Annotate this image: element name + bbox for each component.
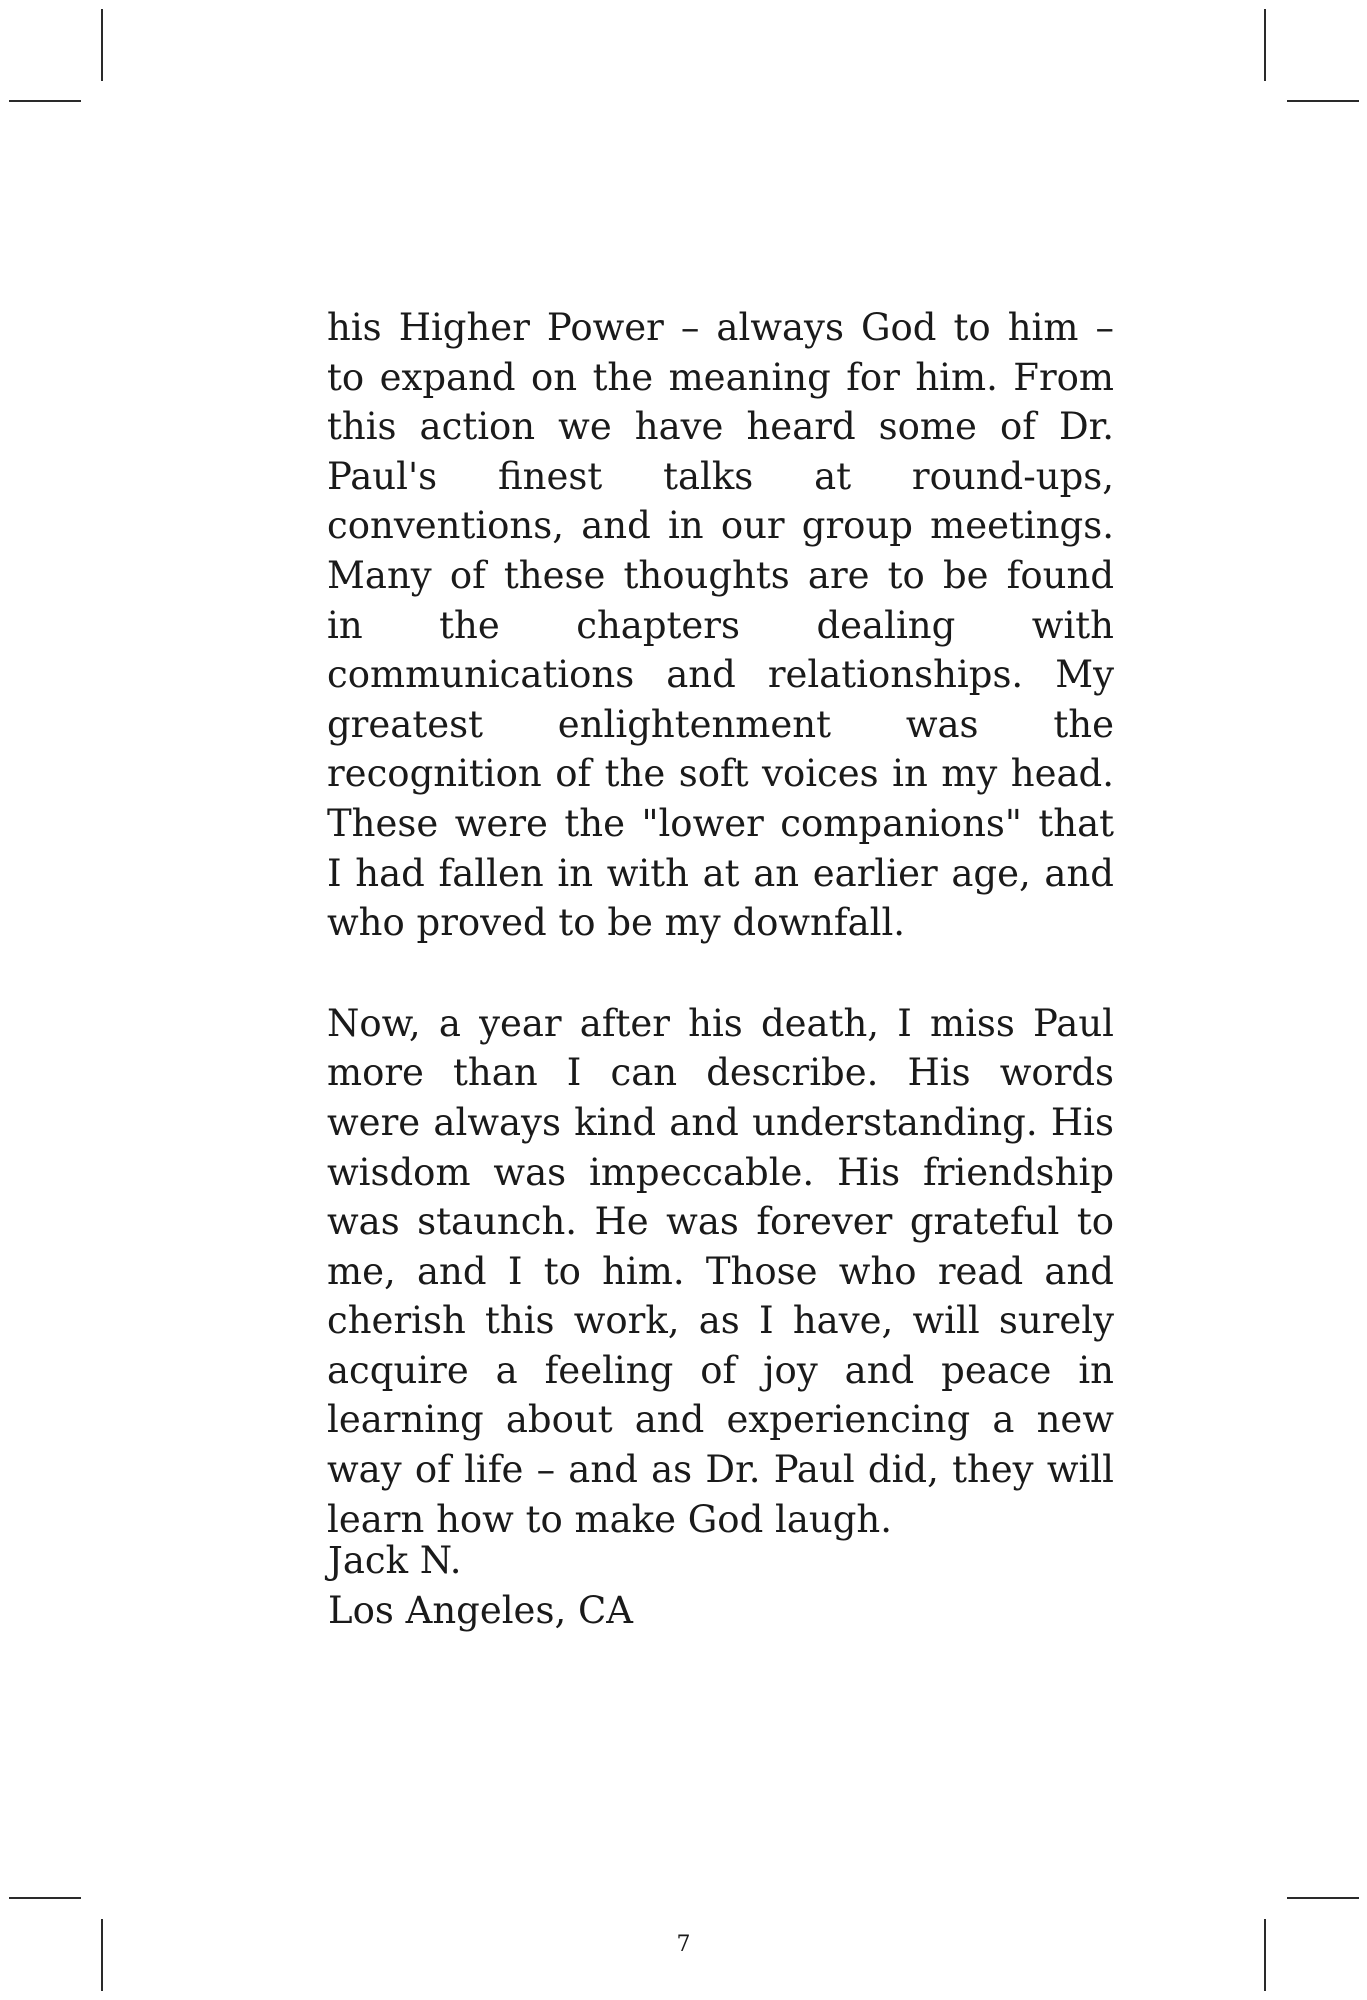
page-number: 7 — [676, 1932, 691, 1957]
signature-location: Los Angeles, CA — [328, 1589, 633, 1632]
crop-mark-top-right-vertical — [1264, 9, 1266, 81]
crop-mark-bottom-right-horizontal — [1287, 1897, 1359, 1899]
signature-block — [328, 1536, 633, 1636]
crop-mark-top-left-horizontal — [9, 100, 81, 102]
paragraph-1: his Higher Power – always God to him – to expand on the meaning for him. From this action we have heard some of Dr. Paul's finest talks at round-ups, conventions, and in our group meetings. Many of these thoughts are to be found in the chapters dealing with communications and relationships. My greatest enlightenment was the recognition of the soft voices in my head. These were the "lower companions" that I had fallen in with at an earlier age, and who proved to be my downfall. — [327, 306, 1114, 945]
paragraph-2: Now, a year after his death, I miss Paul more than I can describe. His words were always kind and understanding. His wisdom was impeccable. His friendship was staunch. He was forever grateful to me, and I to him. Those who read and cherish this work, as I have, will surely acquire a feeling of joy and peace in learning about and experiencing a new way of life – and as Dr. Paul did, they will learn how to make God laugh. — [327, 1001, 1114, 1541]
crop-mark-top-left-vertical — [101, 9, 103, 81]
body-text — [327, 303, 1114, 1544]
crop-mark-top-right-horizontal — [1287, 100, 1359, 102]
crop-mark-bottom-left-horizontal — [9, 1897, 81, 1899]
signature-name: Jack N. — [328, 1539, 462, 1582]
